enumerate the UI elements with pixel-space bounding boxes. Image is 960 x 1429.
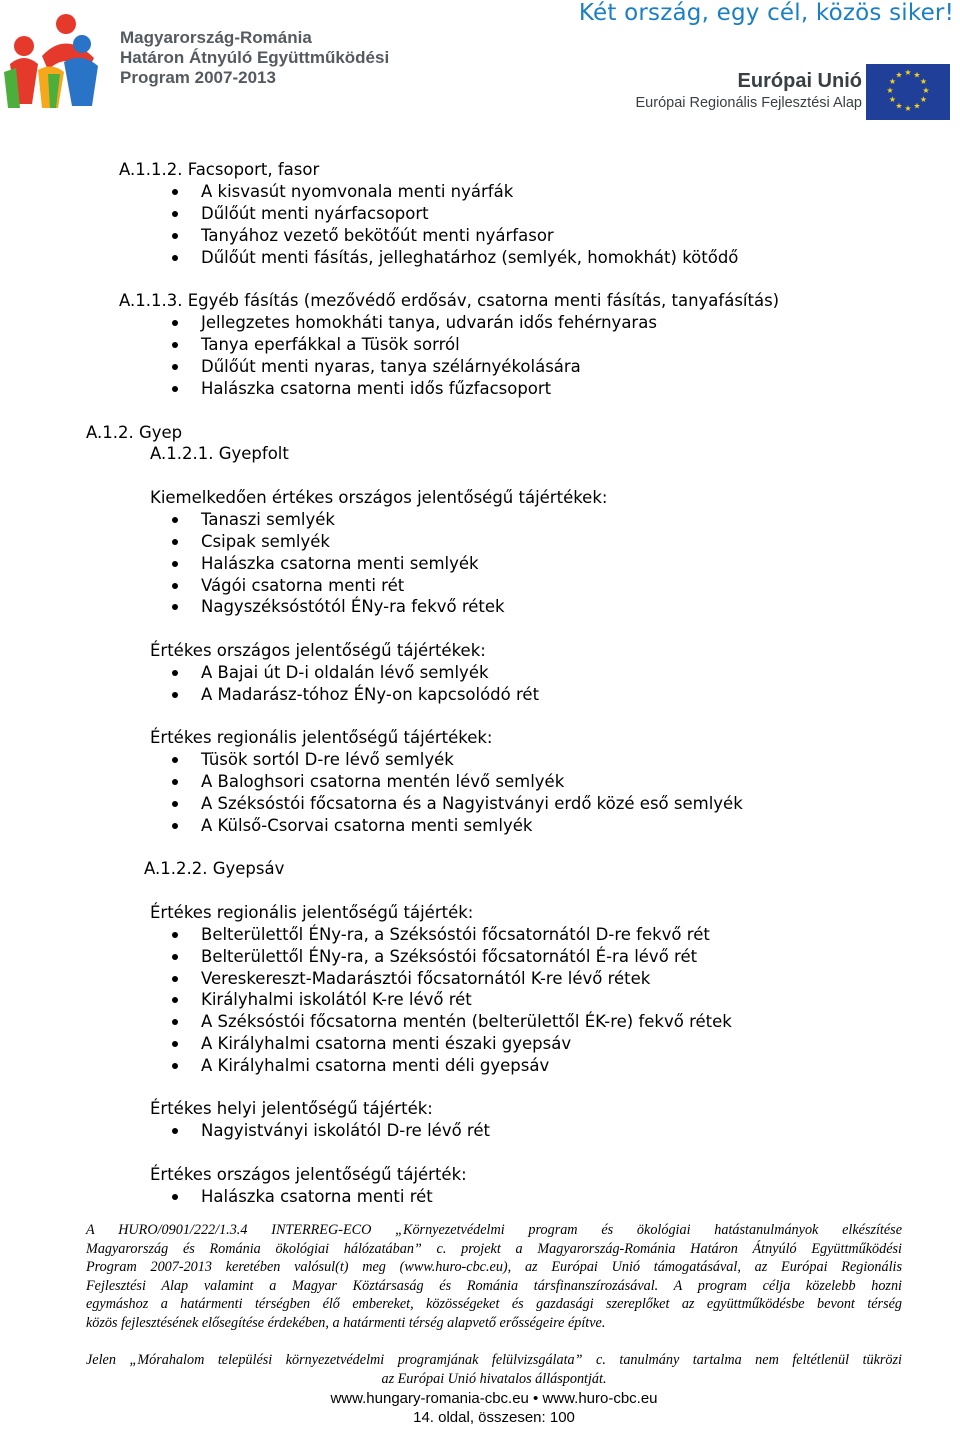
section-heading: A.1.2.2. Gyepsáv (144, 859, 285, 878)
list-item: A Királyhalmi csatorna menti déli gyepsáv (201, 1055, 549, 1077)
list-item: Dűlőút menti nyárfacsoport (201, 203, 429, 225)
page-number: 14. oldal, összesen: 100 (413, 1409, 575, 1426)
group-label: Értékes regionális jelentőségű tájérték: (150, 903, 474, 922)
svg-text:★: ★ (888, 77, 897, 86)
list-item: Jellegzetes homokháti tanya, udvarán idős fehérnyaras (201, 312, 657, 334)
list-item: Belterülettől ÉNy-ra, a Széksóstói főcsatornától D-re fekvő rét (201, 924, 710, 946)
list-item: Halászka csatorna menti semlyék (201, 553, 479, 575)
section-heading: A.1.1.2. Facsoport, fasor (119, 160, 320, 179)
program-line: Magyarország-Románia (120, 28, 312, 47)
section-heading: A.1.1.3. Egyéb fásítás (mezővédő erdősáv, csatorna menti fásítás, tanyafásítás) (119, 291, 780, 310)
program-name (120, 28, 389, 88)
svg-text:★: ★ (913, 101, 921, 111)
list-item: A Széksóstói főcsatorna mentén (belterülettől ÉK-re) fekvő rétek (201, 1011, 732, 1033)
list-item: A Királyhalmi csatorna menti északi gyepsáv (201, 1033, 571, 1055)
list-item: A kisvasút nyomvonala menti nyárfák (201, 181, 513, 203)
list-item: A Bajai út D-i oldalán lévő semlyék (201, 662, 489, 684)
slogan: Két ország, egy cél, közös siker! (578, 0, 954, 26)
section-heading: A.1.2.1. Gyepfolt (150, 444, 289, 463)
program-logo-icon (2, 12, 110, 110)
svg-text:★: ★ (895, 70, 903, 80)
list-item: Halászka csatorna menti rét (201, 1186, 433, 1208)
group-label: Értékes országos jelentőségű tájértékek: (150, 641, 486, 660)
program-line: Határon Átnyúló Együttműködési (120, 48, 390, 67)
svg-text:★: ★ (919, 77, 928, 86)
program-line: Program 2007-2013 (120, 68, 276, 87)
list-item: Nagyistványi iskolától D-re lévő rét (201, 1120, 490, 1142)
svg-text:★: ★ (919, 95, 928, 104)
svg-text:★: ★ (904, 104, 912, 113)
group-label: Értékes regionális jelentőségű tájértékek: (150, 728, 493, 747)
svg-text:★: ★ (888, 95, 897, 104)
list-item: Csipak semlyék (201, 531, 330, 553)
list-item: Halászka csatorna menti idős fűzfacsoport (201, 378, 551, 400)
svg-text:★: ★ (922, 86, 930, 95)
eu-subtitle: Európai Regionális Fejlesztési Alap (635, 95, 862, 111)
svg-text:★: ★ (904, 68, 912, 77)
footer-links[interactable]: www.hungary-romania-cbc.eu • www.huro-cbc.eu (330, 1390, 658, 1407)
list-item: Belterülettől ÉNy-ra, a Széksóstói főcsatornától É-ra lévő rét (201, 946, 697, 968)
list-item: Dűlőút menti nyaras, tanya szélárnyékolására (201, 356, 581, 378)
list-item: Vereskereszt-Madarásztói főcsatornától K-re lévő rétek (201, 968, 650, 990)
list-item: Tanyához vezető bekötőút menti nyárfasor (201, 225, 554, 247)
svg-text:★: ★ (895, 101, 903, 111)
project-description: A HURO/0901/222/1.3.4 INTERREG-ECO „Környezetvédelmi program és ökológiai hatástanulmányok elkészítése Magyarország és Románia ökológiai hálózatában” c. projekt a Magyarország-Románia Határon Átnyúló Együttműködési Program 2007-2013 keretében valósul(t) meg (www.huro-cbc.eu), az Európai Unió támogatásával, az Európai Regionális Fejlesztési Alap valamint a Magyar Köztársaság és Románia társfinanszírozásával. A program célja közelebb hozni egymáshoz a határmenti térségben élő embereket, közösségeket és gazdasági szereplőket az együttműködésbe bevont térség közös fejlesztésének elősegítése érdekében, a határmenti térség alapvető erősségeire építve. (86, 1222, 902, 1331)
svg-text:★: ★ (913, 70, 921, 80)
group-label: Értékes helyi jelentőségű tájérték: (150, 1099, 433, 1118)
list-item: Tanya eperfákkal a Tüsök sorról (201, 334, 460, 356)
list-item: A Széksóstói főcsatorna és a Nagyistványi erdő közé eső semlyék (201, 793, 743, 815)
list-item: Dűlőút menti fásítás, jelleghatárhoz (semlyék, homokhát) kötődő (201, 247, 738, 269)
list-item: Királyhalmi iskolától K-re lévő rét (201, 989, 472, 1011)
eu-title: Európai Unió (737, 70, 862, 92)
svg-text:★: ★ (886, 86, 894, 95)
group-label: Kiemelkedően értékes országos jelentőségű tájértékek: (150, 488, 608, 507)
list-item: A Baloghsori csatorna mentén lévő semlyék (201, 771, 564, 793)
list-item: Vágói csatorna menti rét (201, 575, 404, 597)
group-label: Értékes országos jelentőségű tájérték: (150, 1165, 467, 1184)
list-item: Tüsök sortól D-re lévő semlyék (201, 749, 454, 771)
disclaimer-line: Jelen „Mórahalom települési környezetvédelmi programjának felülvizsgálata” c. tanulmány tartalma nem feltétlenül tükrözi (86, 1352, 902, 1368)
disclaimer-line: az Európai Unió hivatalos álláspontját. (381, 1371, 607, 1387)
eu-flag-icon (866, 64, 950, 120)
section-heading: A.1.2. Gyep (86, 423, 183, 442)
list-item: Nagyszéksóstótól ÉNy-ra fekvő rétek (201, 596, 505, 618)
page-header (0, 0, 960, 125)
list-item: A Külső-Csorvai csatorna menti semlyék (201, 815, 532, 837)
list-item: Tanaszi semlyék (201, 509, 335, 531)
eu-logo (618, 64, 950, 122)
list-item: A Madarász-tóhoz ÉNy-on kapcsolódó rét (201, 684, 539, 706)
